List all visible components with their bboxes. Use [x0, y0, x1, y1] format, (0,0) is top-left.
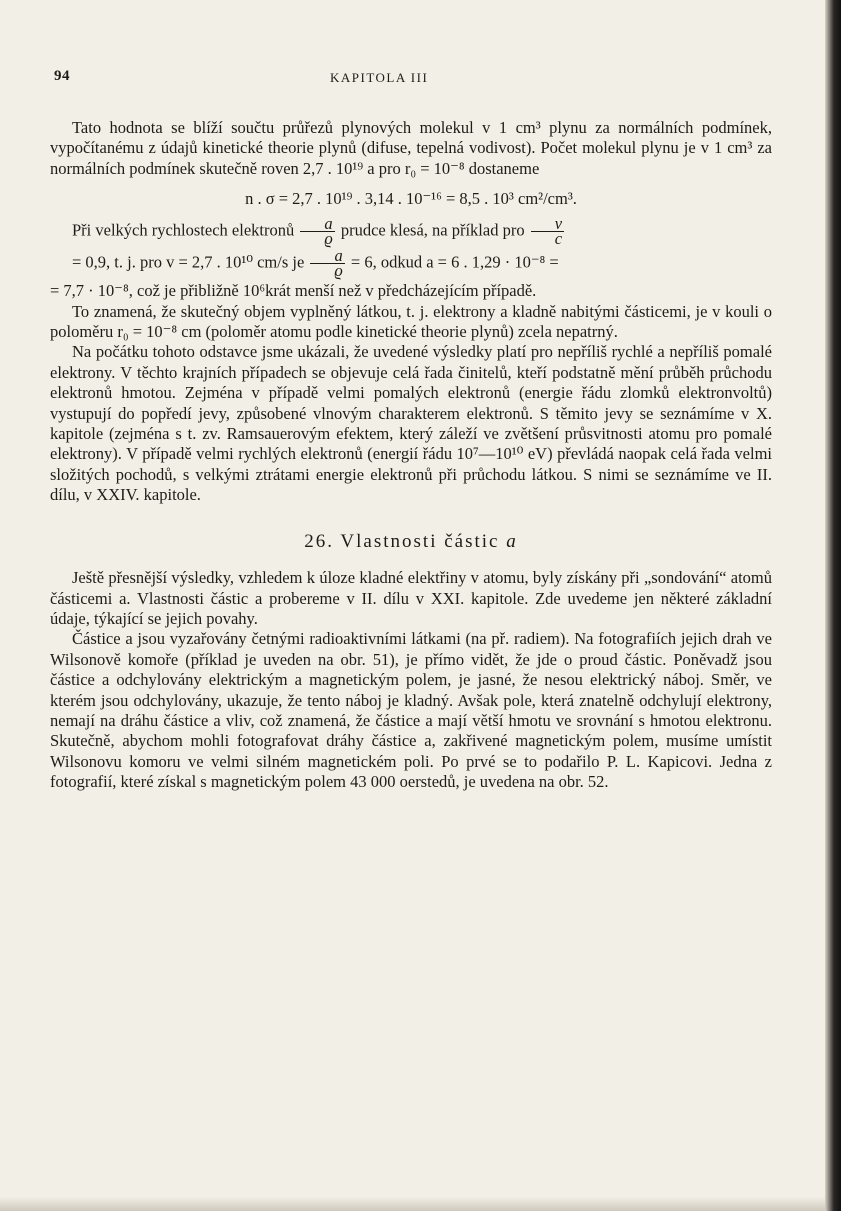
section-paragraph-1: Ještě přesnější výsledky, vzhledem k úloze kladné elektřiny v atomu, byly získány při „sondování“ atomů částicemi a. Vlastnosti částic a probereme v II. dílu v XXI. kapitole. Zde uvedeme jen některé základní údaje, týkající se jejich povahy. — [50, 568, 772, 628]
p2-part-a: Při velkých rychlostech elektronů — [72, 220, 295, 240]
paragraph-4: Na počátku tohoto odstavce jsme ukázali, že uvedené výsledky platí pro nepříliš rychlé a nepříliš pomalé elektrony. V těchto krajních případech se objevuje celá řada činitelů, kteří podstatně mění průběh průchodu elektronů hmotou. Zejména v případě velmi pomalých elektronů (energie řádu zlomků elektronvoltů) vystupují do popředí jevy, způsobené vlnovým charakterem elektronů. S těmito jevy se seznámíme v X. kapitole (zejména s t. zv. Ramsauerovým efektem, který záleží ve zvětšení průsvitnosti atomu pro pomalé elektrony). V případě velmi rychlých elektronů (energií řádu 10⁷—10¹⁰ eV) převládá naopak celá řada velmi složitých pochodů, s velkými ztrátami energie elektronů při průchodu látkou. S nimi se seznámíme ve II. dílu, v XXIV. kapitole. — [50, 342, 772, 505]
p2-line-2 — [50, 246, 772, 281]
p2-part-b: prudce klesá, na příklad pro — [340, 220, 525, 240]
page-number: 94 — [54, 68, 70, 84]
fraction-a-over-rho-2: $\frac{a}{ϱ}$ — [310, 249, 344, 278]
page-body — [50, 118, 772, 793]
paragraph-3: To znamená, že skutečný objem vyplněný látkou, t. j. elektrony a kladně nabitými částicemi, je v kouli o poloměru r₀ = 10⁻⁸ cm (poloměr atomu podle kinetické theorie plynů) zcela nepatrný. — [50, 301, 772, 342]
running-head: KAPITOLA III — [330, 70, 429, 85]
scan-edge-bottom — [0, 1197, 825, 1211]
fraction-a-over-rho: $\frac{a}{ϱ}$ — [300, 217, 334, 246]
p2-part-c: = 0,9, t. j. pro v = 2,7 . 10¹⁰ cm/s je — [72, 252, 305, 272]
section-heading — [50, 532, 772, 552]
p2-part-d: = 6, odkud a = 6 . 1,29 · 10⁻⁸ = — [350, 252, 559, 272]
section-title: Vlastnosti částic — [340, 530, 500, 552]
section-symbol: a — [506, 530, 518, 552]
scan-edge — [825, 0, 841, 1211]
equation-n-sigma: n . σ = 2,7 . 10¹⁹ . 3,14 . 10⁻¹⁶ = 8,5 . 10³ cm²/cm³. — [245, 189, 577, 209]
section-paragraph-2: Částice a jsou vyzařovány četnými radioaktivními látkami (na př. radiem). Na fotografiích jejich drah ve Wilsonově komoře (příklad je uveden na obr. 51), je přímo vidět, že jde o proud částic. Poněvadž jsou částice a odchylovány elektrickým a magnetickým polem, je jasné, že nesou elektrický náboj. Směr, ve kterém jsou odchylovány, ukazuje, že tento náboj je kladný. Avšak pole, která znatelně odchylují elektrony, nemají na dráhu částice a vliv, což znamená, že částice a mají větší hmotu ve srovnání s hmotou elektronu. Skutečně, abychom mohli fotografovat dráhy částice a, zakřivené magnetickým polem, musíme umístit Wilsonovu komoru ve velmi silném magnetickém poli. Po prvé se to podařilo P. L. Kapicovi. Jedna z fotografií, které získal s magnetickým polem 43 000 oerstedů, je uvedena na obr. 52. — [50, 629, 772, 792]
paragraph-1: Tato hodnota se blíží součtu průřezů plynových molekul v 1 cm³ plynu za normálních podmínek, vypočítanému z údajů kinetické theorie plynů (difuse, tepelná vodivost). Počet molekul plynu je v 1 cm³ za normálních podmínek skutečně roven 2,7 . 10¹⁹ a pro r₀ = 10⁻⁸ dostaneme — [50, 118, 772, 178]
p2-part-e: = 7,7 · 10⁻⁸, což je přibližně 10⁶krát menší než v předcházejícím případě. — [50, 281, 537, 301]
fraction-v-over-c: $\frac{v}{c}$ — [531, 217, 564, 246]
section-number: 26. — [304, 530, 334, 552]
paragraph-2 — [50, 214, 772, 301]
